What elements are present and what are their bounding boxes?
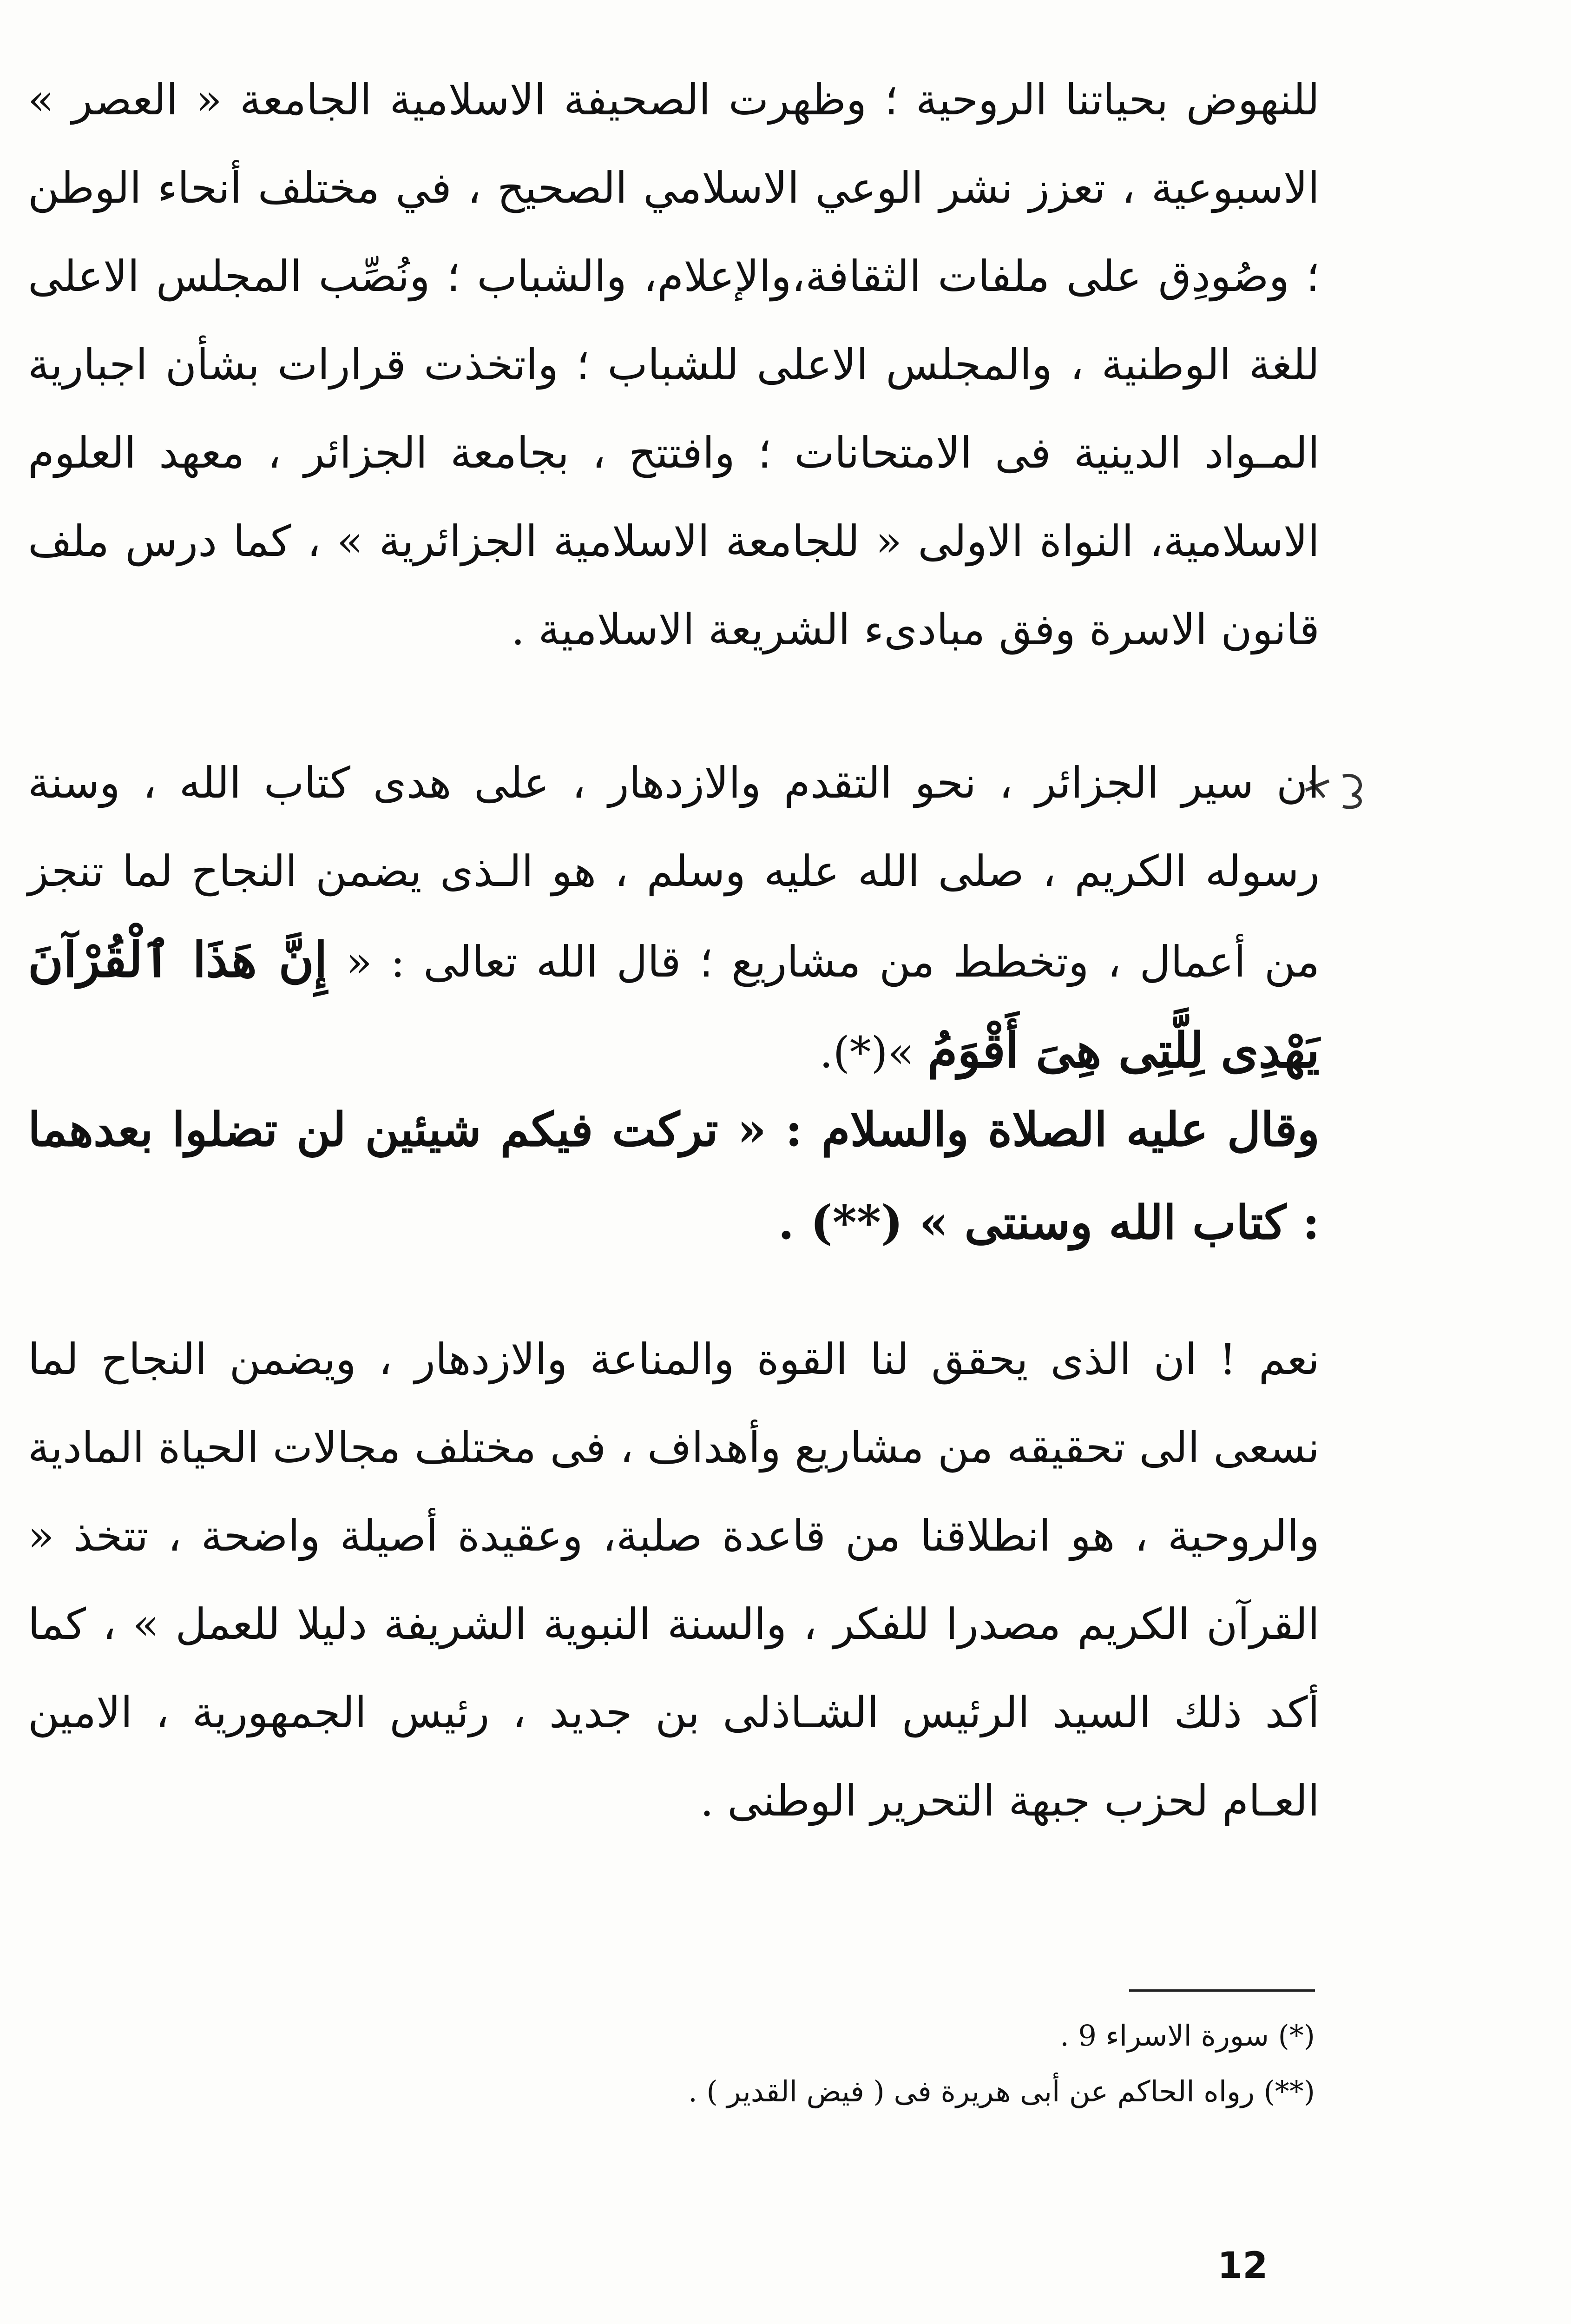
paragraph-1-text: للنهوض بحياتنا الروحية ؛ وظهرت الصحيفة الاسلامية الجامعة « العصر » الاسبوعية ، تعزز نشر الوعي الاسلامي الصحيح ، في مختلف أنحاء الوطن ؛ وصُودِق على ملفات الثقافة،والإعلام، والشباب ؛ ونُصِّب المجلس الاعلى للغة الوطنية ، والمجلس الاعلى للشباب ؛ واتخذت قرارات بشأن اجبارية المـواد الدينية فى الامتحانات ؛ وافتتح ، بجامعة الجزائر ، معهد العلوم الاسلامية، النواة الاولى « للجامعة الاسلامية الجزائرية » ، كما درس ملف قانون الاسرة وفق مبادىء الشريعة الاسلامية .	[28, 75, 1320, 654]
paragraph-1	[28, 56, 1320, 674]
quran-verse: إِنَّ هَذَا ٱلْقُرْآنَ يَهْدِى لِلَّتِى هِىَ أَقْوَمُ	[28, 931, 1320, 1079]
footnote-1: (*) سورة الاسراء 9 .	[1060, 2019, 1315, 2053]
footnotes	[604, 2008, 1315, 2119]
paragraph-2-text: ان سير الجزائر ، نحو التقدم والازدهار ، على هدى كتاب الله ، وسنة رسوله الكريم ، صلى الله عليه وسلم ، هو الـذى يضمن النجاح لما تنجز من أعمال ، وتخطط من مشاريع ؛ قال الله تعالى : «	[28, 758, 1320, 987]
footnote-divider	[1129, 1989, 1315, 1992]
paragraph-4-text: نعم ! ان الذى يحقق لنا القوة والمناعة والازدهار ، ويضمن النجاح لما نسعى الى تحقيقه من مشاريع وأهداف ، فى مختلف مجالات الحياة المادية والروحية ، هو انطلاقنا من قاعدة صلبة، وعقيدة أصيلة واضحة ، تتخذ « القرآن الكريم مصدرا للفكر ، والسنة النبوية الشريفة دليلا للعمل » ، كما أكد ذلك السيد الرئيس الشـاذلى بن جديد ، رئيس الجمهورية ، الامين العـام لحزب جبهة التحرير الوطنى .	[28, 1334, 1320, 1826]
paragraph-2	[28, 739, 1320, 1097]
paragraph-2-tail: »(*).	[819, 1028, 914, 1077]
paragraph-4	[28, 1315, 1320, 1845]
footnote-2: (**) رواه الحاكم عن أبى هريرة فى ( فيض القدير ) .	[688, 2074, 1315, 2108]
page-number: 12	[1217, 2245, 1268, 2287]
paragraph-3-text: وقال عليه الصلاة والسلام : « تركت فيكم شيئين لن تضلوا بعدهما : كتاب الله وسنتى » (**) .	[28, 1102, 1320, 1250]
paragraph-3-hadith	[28, 1083, 1320, 1269]
